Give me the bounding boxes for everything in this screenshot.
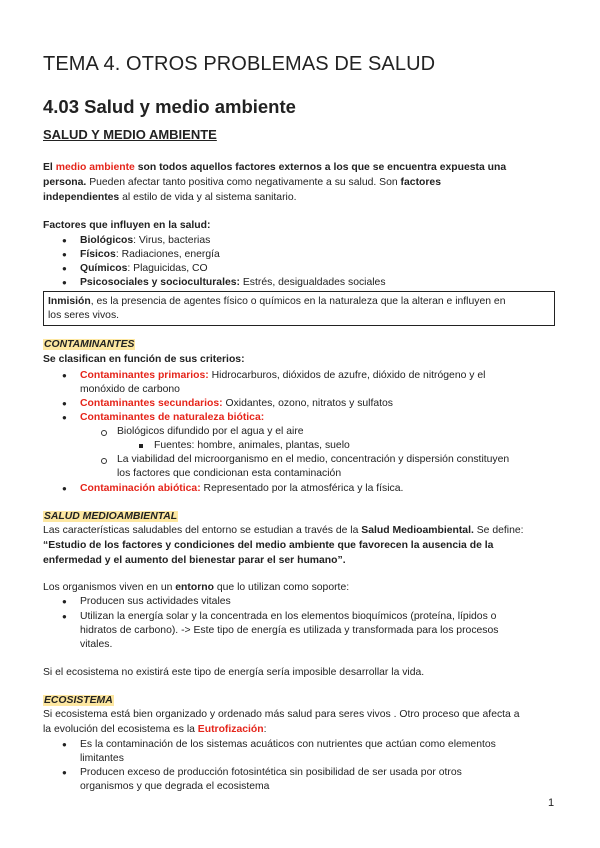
secundarios-label: Contaminantes secundarios: [80,398,223,409]
eutrofizacion-term: Eutrofización [197,724,264,735]
contaminantes-highlight: CONTAMINANTES [44,339,135,350]
bullet-icon: ● [62,250,67,259]
salud-ma-text: Las características saludables del entorno se estudian a través de la [43,525,362,536]
bullet-icon: ● [62,264,67,273]
eutrofizacion-item-cont: organismos y que degrada el ecosistema [80,781,270,792]
inmision-line-1 [48,294,505,309]
salud-ma-line-3: enfermedad y el aumento del bienestar parar el ser humano”. [43,555,346,566]
biotica-sub-2b: los factores que condicionan esta contaminación [117,468,342,479]
salud-ma-term: Salud Medioambiental. [361,525,474,536]
bullet-icon: ● [62,371,67,380]
section-title: 4.03 Salud y medio ambiente [43,96,296,117]
factor-label: Psicosociales y socioculturales: [80,277,240,288]
intro-line-3 [43,190,297,205]
intro-text: independientes [43,192,120,203]
abiotica-label: Contaminación abiótica: [80,483,201,494]
abiotica-line [80,481,403,496]
intro-text: Pueden afectar tanto positiva como negativamente a su salud. Son [86,177,401,188]
circle-bullet-icon [101,458,107,464]
salud-ma-text: Los organismos viven en un [43,582,176,593]
factor-item [80,247,220,262]
contaminantes-sub: Se clasifican en función de sus criterios: [43,354,245,365]
bullet-icon: ● [62,768,67,777]
medio-ambiente-term: medio ambiente [55,162,135,173]
intro-text: persona. [43,177,87,188]
salud-ma-line-2: “Estudio de los factores y condiciones del medio ambiente que favorecen la ausencia de la [43,540,494,551]
factor-item [80,233,210,248]
organismos-item-cont: vitales. [80,639,113,650]
salud-ma-line-1 [43,523,524,538]
biotica-sub-1: Biológicos difundido por el agua y el aire [117,426,304,437]
organismos-item: Utilizan la energía solar y la concentrada en los elementos bioquímicos (proteína, lípidos o [80,611,497,622]
inmision-label: Inmisión [48,296,91,307]
factor-label: Biológicos [80,235,134,246]
page-number: 1 [548,797,555,809]
inmision-text: , es la presencia de agentes físico o químicos en la naturaleza que la alteran e influyen en [90,296,506,307]
bullet-icon: ● [62,740,67,749]
bullet-icon: ● [62,597,67,606]
factor-label: Químicos [80,263,128,274]
bullet-icon: ● [62,399,67,408]
ecosistema-heading [43,693,114,708]
salud-ma-line-4 [43,580,349,595]
secundarios-text: Oxidantes, ozono, nitratos y sulfatos [222,398,394,409]
bullet-icon: ● [62,278,67,287]
salud-ma-heading [43,509,178,524]
salud-ma-text: Se define: [473,525,524,536]
intro-text: son todos aquellos factores externos a los que se encuentra expuesta una [134,162,507,173]
salud-ma-text: que lo utilizan como soporte: [213,582,350,593]
subsection-title: SALUD Y MEDIO AMBIENTE [43,127,217,142]
factores-heading: Factores que influyen en la salud: [43,220,211,231]
organismos-item: Producen sus actividades vitales [80,596,231,607]
biotica-sub-1a: Fuentes: hombre, animales, plantas, suelo [154,440,350,451]
factor-item [80,261,208,276]
primarios-line-1 [80,368,485,383]
bullet-icon: ● [62,236,67,245]
ecosistema-text: : [263,724,267,735]
eutrofizacion-item-cont: limitantes [80,753,124,764]
intro-text: factores [400,177,441,188]
ecosistema-line-2 [43,722,267,737]
biotica-label: Contaminantes de naturaleza biótica: [80,412,265,423]
factor-text: : Virus, bacterias [133,235,211,246]
bullet-icon: ● [62,413,67,422]
entorno-term: entorno [175,582,214,593]
inmision-line-2: los seres vivos. [48,310,120,321]
factor-label: Físicos [80,249,116,260]
organismos-item-cont: hidratos de carbono). -> Este tipo de energía es utilizada y transformada para los procesos [80,625,499,636]
bullet-icon: ● [62,484,67,493]
abiotica-text: Representado por la atmosférica y la física. [200,483,404,494]
factor-item [80,275,386,290]
primarios-line-2: monóxido de carbono [80,384,180,395]
tema-title: TEMA 4. OTROS PROBLEMAS DE SALUD [43,53,436,75]
eutrofizacion-item: Producen exceso de producción fotosintética sin posibilidad de ser usada por otros [80,767,462,778]
contaminantes-heading [43,337,135,352]
factor-text: Estrés, desigualdades sociales [239,277,386,288]
factor-text: : Radiaciones, energía [115,249,220,260]
primarios-label: Contaminantes primarios: [80,370,209,381]
intro-text: al estilo de vida y al sistema sanitario. [119,192,297,203]
ecosistema-highlight: ECOSISTEMA [44,695,113,706]
salud-ma-highlight: SALUD MEDIOAMBIENTAL [44,511,178,522]
bullet-icon: ● [62,612,67,621]
primarios-text: Hidrocarburos, dióxidos de azufre, dióxido de nitrógeno y el [208,370,486,381]
eutrofizacion-item: Es la contaminación de los sistemas acuáticos con nutrientes que actúan como elementos [80,739,496,750]
square-bullet-icon [139,444,143,448]
circle-bullet-icon [101,430,107,436]
biotica-sub-2a: La viabilidad del microorganismo en el medio, concentración y dispersión constituyen [117,454,510,465]
ecosistema-text: la evolución del ecosistema es la [43,724,198,735]
intro-line-2 [43,175,441,190]
ecosistema-line-1: Si ecosistema está bien organizado y ordenado más salud para seres vivos . Otro proceso que afecta a [43,709,520,720]
intro-line-1 [43,160,506,175]
factor-text: : Plaguicidas, CO [127,263,208,274]
salud-ma-line-5: Si el ecosistema no existirá este tipo de energía sería imposible desarrollar la vida. [43,667,425,678]
intro-text: El [43,162,56,173]
secundarios-line [80,396,393,411]
